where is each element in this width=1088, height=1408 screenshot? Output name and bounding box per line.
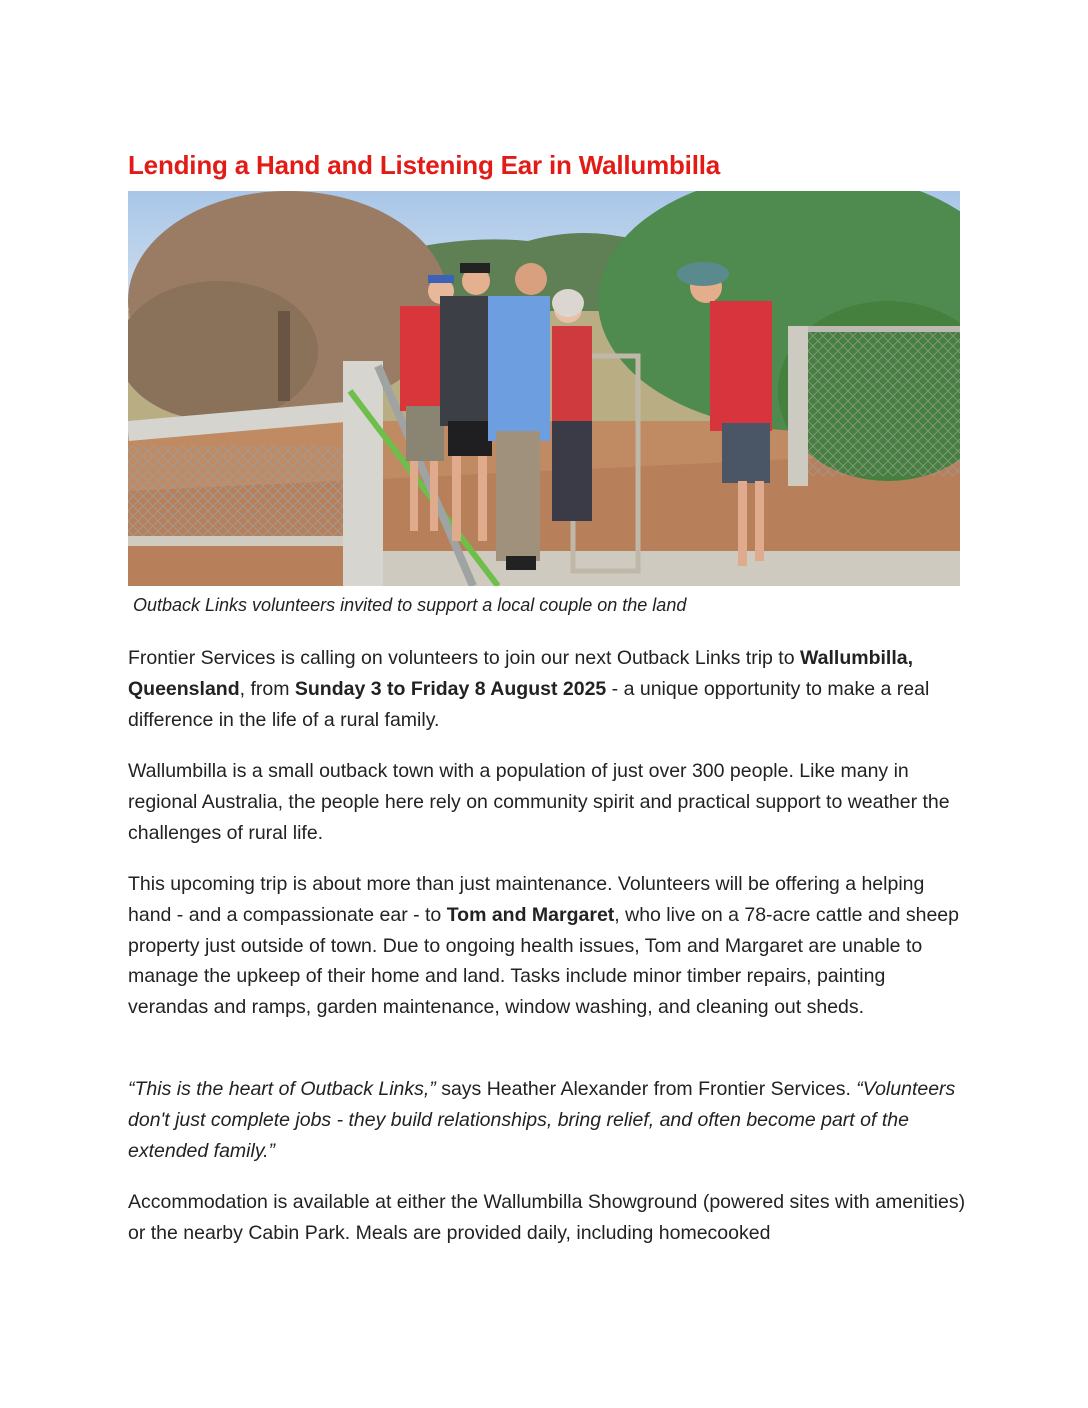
paragraph-town: Wallumbilla is a small outback town with a population of just over 300 people. Like many in regional Australia, the people here rely on community spirit and practical support to weather the challenges of rural life. <box>128 760 950 844</box>
names-bold: Tom and Margaret <box>446 903 615 926</box>
text-run: , who live on a 78-acre cattle and sheep property just outside of town. Due to ongoing health issues, Tom and Margaret are unable to manage the upkeep of their home and land. Tasks include minor timber repairs, painting verandas and ramps, garden maintenance, window washing, and cleaning out sheds. <box>128 903 959 1019</box>
article-title: Lending a Hand and Listening Ear in Wallumbilla <box>128 150 721 180</box>
text-run: Frontier Services is calling on volunteers to join our next Outback Links trip to <box>128 647 800 669</box>
dates-bold: Sunday 3 to Friday 8 August 2025 <box>294 677 607 700</box>
text-run: says Heather Alexander from Frontier Services. <box>435 1078 857 1100</box>
text-run: This upcoming trip is about more than just maintenance. Volunteers will be offering a helping hand - and a compassionate ear - to <box>128 873 925 926</box>
quote-italic: “Volunteers don't just complete jobs - they build relationships, bring relief, and often become part of the extended family.” <box>128 1078 956 1162</box>
text-run: - a unique opportunity to make a real difference in the life of a rural family. <box>128 677 930 731</box>
location-bold: Wallumbilla, Queensland <box>128 647 914 700</box>
paragraph-quote <box>128 1074 968 1166</box>
paragraph-intro <box>128 643 968 735</box>
text-run: , from <box>239 677 295 700</box>
photo-caption: Outback Links volunteers invited to support a local couple on the land <box>133 595 687 615</box>
quote-italic: “This is the heart of Outback Links,” <box>128 1078 436 1100</box>
volunteers-photo <box>128 191 960 586</box>
paragraph-accommodation: Accommodation is available at either the Wallumbilla Showground (powered sites with amenities) or the nearby Cabin Park. Meals are provided daily, including homecooked <box>128 1191 966 1244</box>
paragraph-trip <box>128 869 968 1023</box>
